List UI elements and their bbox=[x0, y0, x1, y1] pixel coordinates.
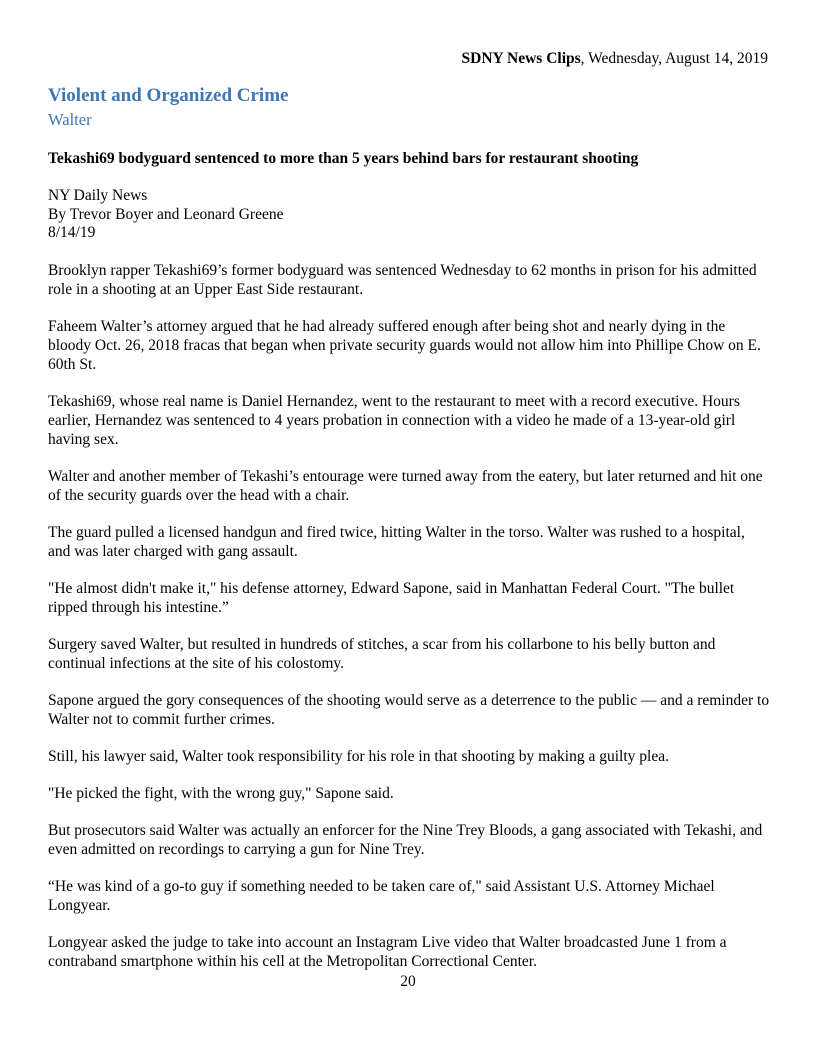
article-paragraph: The guard pulled a licensed handgun and fired twice, hitting Walter in the torso. Walter was rushed to a hospital, and was later charged with gang assault. bbox=[48, 523, 745, 560]
article-paragraph: Brooklyn rapper Tekashi69’s former bodyguard was sentenced Wednesday to 62 months in prison for his admitted role in a shooting at an Upper East Side restaurant. bbox=[48, 261, 757, 298]
article-paragraph: “He was kind of a go-to guy if something needed to be taken care of," said Assistant U.S. Attorney Michael Longyear. bbox=[48, 877, 715, 914]
page-header bbox=[462, 49, 768, 68]
article-authors: By Trevor Boyer and Leonard Greene bbox=[48, 205, 284, 223]
page-content bbox=[48, 85, 770, 989]
section-subtitle: Walter bbox=[48, 110, 92, 129]
section-title: Violent and Organized Crime bbox=[48, 85, 289, 106]
article-paragraph: Walter and another member of Tekashi’s entourage were turned away from the eatery, but later returned and hit one of the security guards over the head with a chair. bbox=[48, 467, 763, 504]
article-source: NY Daily News bbox=[48, 187, 148, 204]
article-date: 8/14/19 bbox=[48, 224, 96, 241]
article-paragraph: Surgery saved Walter, but resulted in hundreds of stitches, a scar from his collarbone to his belly button and continual infections at the site of his colostomy. bbox=[48, 635, 716, 672]
article-headline: Tekashi69 bodyguard sentenced to more than 5 years behind bars for restaurant shooting bbox=[48, 150, 639, 167]
article-paragraph: But prosecutors said Walter was actually an enforcer for the Nine Trey Bloods, a gang associated with Tekashi, and even admitted on recordings to carrying a gun for Nine Trey. bbox=[48, 821, 763, 858]
article-byline bbox=[48, 187, 770, 243]
article-paragraph: Longyear asked the judge to take into account an Instagram Live video that Walter broadcasted June 1 from a contraband smartphone within his cell at the Metropolitan Correctional Center. bbox=[48, 933, 727, 970]
article-paragraph: Still, his lawyer said, Walter took responsibility for his role in that shooting by making a guilty plea. bbox=[48, 747, 669, 765]
page-number: 20 bbox=[400, 973, 416, 990]
article-paragraph: Tekashi69, whose real name is Daniel Hernandez, went to the restaurant to meet with a record executive. Hours earlier, Hernandez was sentenced to 4 years probation in connection with a video he made of a 13-year-old girl having sex. bbox=[48, 392, 740, 448]
article-paragraph: Sapone argued the gory consequences of the shooting would serve as a deterrence to the public — and a reminder to Walter not to commit further crimes. bbox=[48, 691, 770, 728]
article-body bbox=[48, 261, 770, 971]
article-paragraph: "He almost didn't make it," his defense attorney, Edward Sapone, said in Manhattan Federal Court. "The bullet ripped through his intestine.” bbox=[48, 579, 735, 616]
header-date: , Wednesday, August 14, 2019 bbox=[580, 50, 768, 67]
article-paragraph: "He picked the fight, with the wrong guy," Sapone said. bbox=[48, 784, 394, 802]
article-paragraph: Faheem Walter’s attorney argued that he had already suffered enough after being shot and nearly dying in the bloody Oct. 26, 2018 fracas that began when private security guards would not allow him into Phillipe Chow on E. 60th St. bbox=[48, 317, 761, 373]
publication-name: SDNY News Clips bbox=[461, 50, 581, 67]
